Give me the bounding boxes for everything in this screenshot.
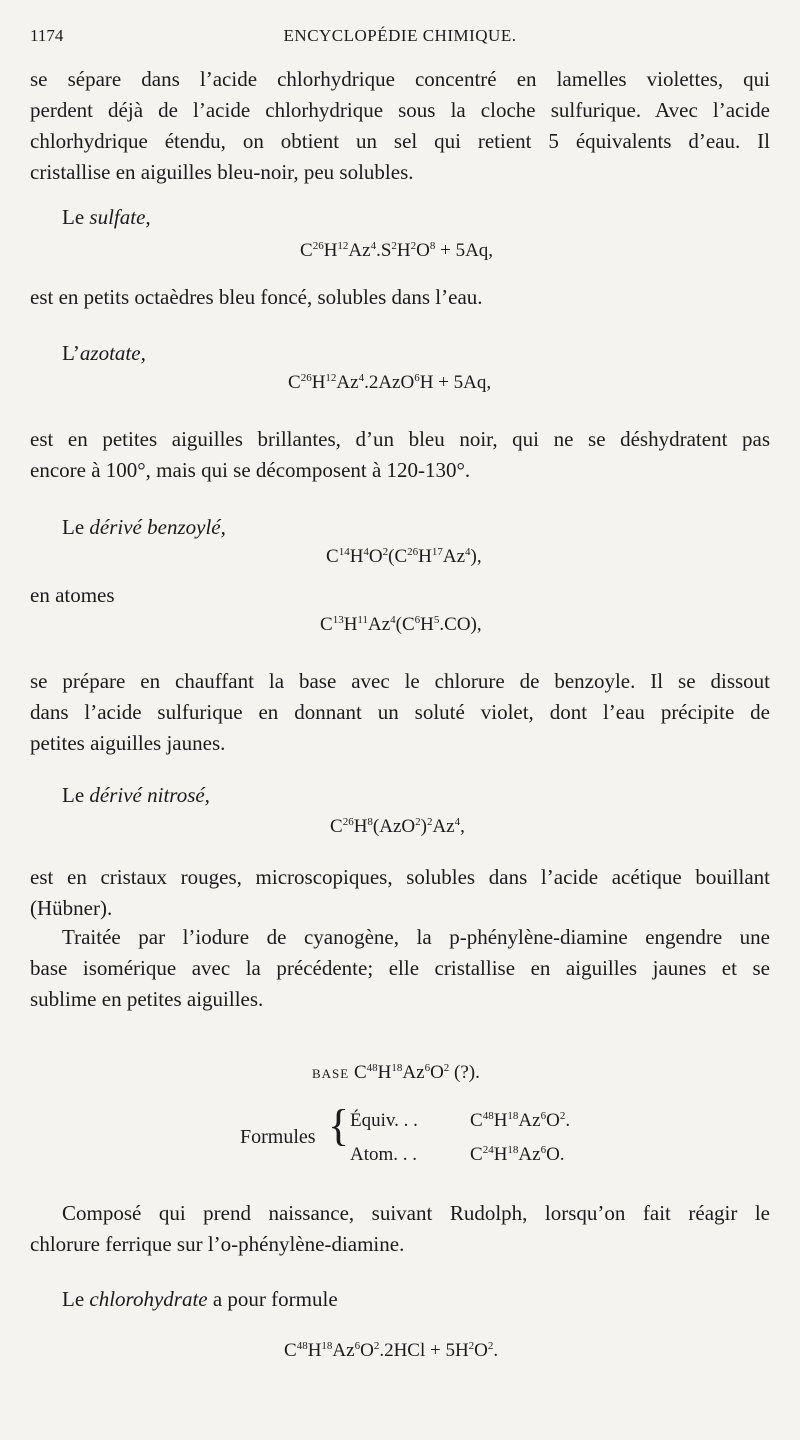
sulfate-name: sulfate,	[89, 205, 151, 229]
nitrose-heading: Le dérivé nitrosé,	[62, 783, 210, 807]
formule-equiv-value: $C^{48}H^{18}Az^6O^2$.	[470, 1110, 571, 1131]
benzoyle-formula-atom: $C^{13}H^{11}Az^4(C^6H^5.CO)$,	[320, 614, 482, 635]
formule-atom-value: $C^{24}H^{18}Az^6O$.	[470, 1144, 565, 1165]
paragraph-intro	[30, 64, 770, 188]
benzoyle-name: dérivé benzoylé,	[89, 515, 226, 539]
azotate-text: est en petites aiguilles brillantes, d’un bleu noir, qui ne se déshydratent pas encore à 100°, mais qui se décomposent à 120-130°.	[30, 427, 770, 482]
azotate-heading: L’azotate,	[62, 341, 146, 365]
chlorohydrate-formula: $C^{48}H^{18}Az^6O^2.2HCl + 5H^2O^2$.	[284, 1340, 499, 1361]
text-line: se sépare dans l’acide chlorhydrique concentré en lamelles violettes, qui	[30, 67, 770, 91]
nitrose-name: dérivé nitrosé,	[89, 783, 210, 807]
benzoyle-text: se prépare en chauffant la base avec le chlorure de benzoyle. Il se dissout dans l’acide sulfurique en donnant un soluté violet, dont l’eau précipite de petites aiguilles jaunes.	[30, 669, 770, 755]
running-title: ENCYCLOPÉDIE CHIMIQUE.	[283, 26, 517, 45]
paragraph-cyanogene: Traitée par l’iodure de cyanogène, la p-phénylène-diamine engendre une base isomérique avec la précédente; elle cristallise en aiguilles jaunes et se sublime en petites aiguilles.	[30, 925, 770, 1011]
formules-label: Formules	[240, 1126, 316, 1148]
formule-equiv-row: Équiv. . .	[350, 1110, 418, 1131]
text-line: perdent déjà de l’acide chlorhydrique sous la cloche sulfurique. Avec l’acide	[30, 98, 770, 122]
benzoyle-heading: Le dérivé benzoylé,	[62, 515, 226, 539]
page-header	[30, 26, 770, 50]
chlorohydrate-name: chlorohydrate	[89, 1287, 208, 1311]
sulfate-heading: Le sulfate,	[62, 205, 151, 229]
text-line: chlorhydrique étendu, on obtient un sel qui retient 5 équivalents d’eau. Il	[30, 129, 770, 153]
paragraph-compose: Composé qui prend naissance, suivant Rudolph, lorsqu’on fait réagir le chlorure ferrique sur l’o-phénylène-diamine.	[30, 1201, 770, 1256]
nitrose-text: est en cristaux rouges, microscopiques, solubles dans l’acide acétique bouillant (Hübner).	[30, 865, 770, 920]
benzoyle-en-atomes: en atomes	[30, 583, 115, 607]
text-line: cristallise en aiguilles bleu-noir, peu solubles.	[30, 160, 414, 184]
formule-atom-row: Atom. . .	[350, 1144, 418, 1165]
curly-brace-icon: {	[328, 1101, 350, 1150]
nitrose-formula: $C^{26}H^8(AzO^2)^2Az^4$,	[330, 816, 465, 837]
azotate-name: azotate,	[79, 341, 146, 365]
sulfate-formula: $C^{26}H^{12}Az^4.S^2H^2O^8 + 5Aq$,	[300, 240, 494, 261]
azotate-formula: $C^{26}H^{12}Az^4.2AzO^6H + 5Aq$,	[288, 372, 492, 393]
sulfate-text: est en petits octaèdres bleu foncé, solubles dans l’eau.	[30, 285, 483, 309]
page-number: 1174	[30, 26, 64, 45]
base-heading: BASE $C^{48}H^{18}Az^6O^2$ (?).	[312, 1062, 480, 1083]
chlorohydrate-heading: Le chlorohydrate a pour formule	[62, 1287, 338, 1311]
benzoyle-formula-equiv: $C^{14}H^4O^2(C^{26}H^{17}Az^4)$,	[326, 546, 482, 567]
